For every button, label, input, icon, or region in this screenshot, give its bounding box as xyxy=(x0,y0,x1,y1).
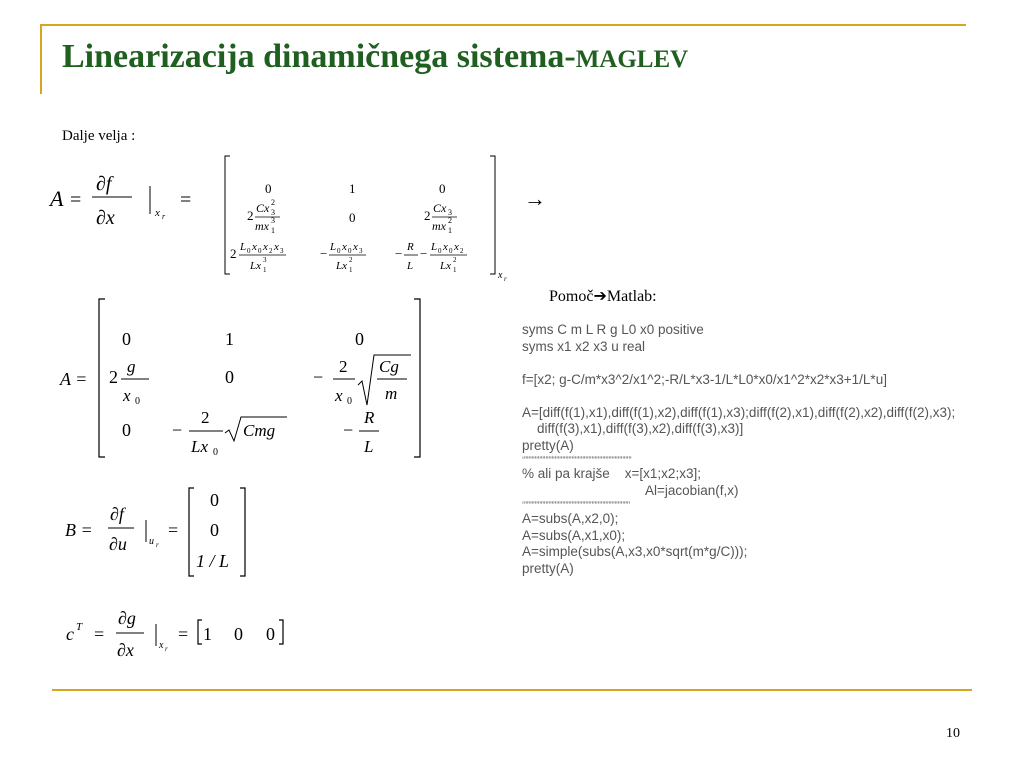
code-line: A=subs(A,x1,x0); xyxy=(522,527,626,543)
help-arrow-icon: ➔ xyxy=(593,288,607,305)
svg-text:2: 2 xyxy=(269,247,273,255)
mat-b-partial-f: ∂f xyxy=(110,504,124,524)
matrix-a-equation xyxy=(55,295,435,465)
vec-c-e3: 0 xyxy=(266,624,275,644)
svg-text:3: 3 xyxy=(448,208,452,217)
svg-text:3: 3 xyxy=(271,216,275,225)
svg-text:0: 0 xyxy=(348,247,352,255)
top-rule xyxy=(40,24,966,26)
svg-text:x: x xyxy=(263,241,268,253)
mat-a-r2c3-sign: − xyxy=(313,367,324,387)
arrow-right-icon: → xyxy=(524,186,546,211)
title-suffix: MAGLEV xyxy=(575,46,689,73)
help-text: Pomoč xyxy=(549,288,594,305)
svg-text:0: 0 xyxy=(337,247,341,255)
code-line: syms x1 x2 x3 u real xyxy=(522,338,646,354)
svg-text:L: L xyxy=(240,241,247,253)
svg-text:0: 0 xyxy=(438,247,442,255)
mat-a-r3c2-num: 2 xyxy=(201,408,210,427)
svg-text:x: x xyxy=(498,270,503,281)
intro-text: Dalje velja : xyxy=(62,128,136,144)
svg-text:2: 2 xyxy=(453,256,457,264)
jac-eval-x: x xyxy=(155,207,160,219)
svg-text:L: L xyxy=(431,241,438,253)
mat-b-r2: 0 xyxy=(210,520,219,540)
mat-b-lhs: B = xyxy=(65,520,93,540)
svg-text:Lx: Lx xyxy=(336,260,347,272)
code-line xyxy=(522,388,1017,405)
code-separator: ‘’’’’’’’’’’’’’’’’’’’’’’’’’’’’’’’’’’’’’’’’’’’’’’’’’’’’’’’’’’’’’’’’’’’’’’ xyxy=(522,455,632,465)
svg-text:2: 2 xyxy=(349,256,353,264)
svg-text:3: 3 xyxy=(263,256,267,264)
svg-text:x: x xyxy=(454,241,459,253)
mat-a-r1c1: 0 xyxy=(122,329,131,349)
mat-a-r2c1-den: x xyxy=(123,386,131,405)
vector-c-equation xyxy=(60,600,300,670)
mat-b-r3: 1 / L xyxy=(196,551,230,571)
mat-a-r2c3-sqrt-den: m xyxy=(385,384,398,403)
code-line: % ali pa krajše x=[x1;x2;x3]; xyxy=(522,466,701,481)
mat-a-r2c2: 0 xyxy=(225,367,234,387)
mat-a-r3c3-den: L xyxy=(364,437,374,456)
mat-a-r3c2-den: Lx xyxy=(191,437,208,456)
svg-text:R: R xyxy=(407,241,414,253)
jacobian-a-equation xyxy=(40,150,560,290)
code-separator: ‘’’’’’’’’’’’’’’’’’’’’’’’’’’’’’’’’’’’’’’’’’’’’’’’’’’’’’’’’’’’’’’’’’’’’’ xyxy=(522,500,630,510)
mat-a-r3c2-sqrt: Cmg xyxy=(243,421,276,440)
svg-text:Cx: Cx xyxy=(433,201,447,215)
mat-a-r2c1-coef: 2 xyxy=(109,367,118,387)
left-rule xyxy=(40,24,42,94)
code-line: Al=jacobian(f,x) xyxy=(522,482,739,498)
svg-text:−: − xyxy=(395,246,403,261)
vec-c-partial-g: ∂g xyxy=(118,608,136,628)
jac-r1c2: 1 xyxy=(349,181,356,196)
jac-partial-f: ∂f xyxy=(96,173,112,195)
svg-text:x: x xyxy=(353,241,358,253)
code-line: A=subs(A,x2,0); xyxy=(522,511,619,526)
vec-c-partial-x: ∂x xyxy=(117,640,134,660)
svg-text:2: 2 xyxy=(271,198,275,207)
mat-a-sub0-a: 0 xyxy=(135,396,140,407)
mat-a-sub0-c: 0 xyxy=(213,447,218,458)
svg-text:x: x xyxy=(342,241,347,253)
help-target: Matlab: xyxy=(606,288,657,305)
mat-a-r3c1: 0 xyxy=(122,420,131,440)
vec-c-eq1: = xyxy=(94,624,105,644)
code-line: pretty(A) xyxy=(522,560,574,576)
svg-text:0: 0 xyxy=(449,247,453,255)
mat-b-r1: 0 xyxy=(210,490,219,510)
svg-text:0: 0 xyxy=(247,247,251,255)
mat-a-r2c3-den: x xyxy=(335,386,343,405)
svg-text:3: 3 xyxy=(280,247,284,255)
mat-a-r3c3-sign: − xyxy=(343,420,354,440)
vec-c-eval-sub: r xyxy=(165,645,168,653)
svg-text:r: r xyxy=(504,275,507,283)
mat-a-lhs: A = xyxy=(60,369,88,389)
mat-b-eval-u: u xyxy=(149,536,154,547)
code-line: pretty(A) xyxy=(522,437,574,453)
mat-a-r2c1-num: g xyxy=(127,357,136,376)
svg-text:1: 1 xyxy=(453,266,457,274)
vec-c-e1: 1 xyxy=(203,624,212,644)
svg-text:Cx: Cx xyxy=(256,201,270,215)
svg-text:2: 2 xyxy=(424,208,431,223)
jac-partial-x: ∂x xyxy=(96,207,115,229)
svg-text:x: x xyxy=(443,241,448,253)
svg-text:2: 2 xyxy=(448,216,452,225)
mat-a-r1c3: 0 xyxy=(355,329,364,349)
mat-a-r3c3-num: R xyxy=(364,408,375,427)
matrix-b-equation xyxy=(60,482,260,582)
jac-eq1: = xyxy=(70,189,82,211)
mat-a-sub0-b: 0 xyxy=(347,396,352,407)
vec-c-e2: 0 xyxy=(234,624,243,644)
mat-b-eval-sub: r xyxy=(156,541,159,549)
jac-eval-sub: r xyxy=(162,212,166,221)
bottom-rule xyxy=(52,689,972,691)
svg-text:L: L xyxy=(330,241,337,253)
svg-text:x: x xyxy=(252,241,257,253)
jac-r2c2: 0 xyxy=(349,210,356,225)
mat-a-r2c3-sqrt-num: Cg xyxy=(379,357,399,376)
svg-text:2: 2 xyxy=(230,246,237,261)
vec-c-eq2: = xyxy=(178,624,189,644)
svg-text:0: 0 xyxy=(258,247,262,255)
vec-c-eval-x: x xyxy=(159,640,164,651)
svg-text:L: L xyxy=(407,260,414,272)
vec-c-sup: T xyxy=(76,621,83,633)
code-line: A=simple(subs(A,x3,x0*sqrt(m*g/C))); xyxy=(522,544,748,559)
help-label xyxy=(549,286,657,306)
svg-text:1: 1 xyxy=(448,226,452,235)
svg-text:Lx: Lx xyxy=(440,260,451,272)
svg-text:2: 2 xyxy=(460,247,464,255)
code-line: diff(f(3),x1),diff(f(3),x2),diff(f(3),x3)] xyxy=(522,421,744,436)
svg-text:1: 1 xyxy=(349,266,353,274)
svg-text:x: x xyxy=(274,241,279,253)
mat-a-r1c2: 1 xyxy=(225,329,234,349)
mat-a-r3c2-sign: − xyxy=(172,420,183,440)
code-line xyxy=(522,355,1017,372)
matlab-code-block xyxy=(522,322,1017,577)
page-number: 10 xyxy=(946,726,960,741)
mat-a-r2c3-num: 2 xyxy=(339,357,348,376)
code-line: A=[diff(f(1),x1),diff(f(1),x2),diff(f(1),x3);diff(f(2),x1),diff(f(2),x2),diff(f(2),x3); xyxy=(522,404,956,420)
jac-eq2: = xyxy=(180,189,192,211)
svg-text:mx: mx xyxy=(255,219,269,233)
jac-r1c1: 0 xyxy=(265,181,272,196)
svg-text:−: − xyxy=(320,246,328,261)
svg-text:−: − xyxy=(420,246,428,261)
jac-r1c3: 0 xyxy=(439,181,446,196)
svg-text:Lx: Lx xyxy=(250,260,261,272)
vec-c-lhs: c xyxy=(66,624,74,644)
svg-text:2: 2 xyxy=(247,208,254,223)
jac-lhs: A xyxy=(50,186,64,211)
svg-text:1: 1 xyxy=(271,226,275,235)
slide-title xyxy=(62,38,688,76)
svg-text:3: 3 xyxy=(271,208,275,217)
svg-text:1: 1 xyxy=(263,266,267,274)
title-main: Linearizacija dinamičnega sistema- xyxy=(62,38,576,75)
code-line: f=[x2; g-C/m*x3^2/x1^2;-R/L*x3-1/L*L0*x0/x1^2*x2*x3+1/L*u] xyxy=(522,371,887,387)
svg-text:3: 3 xyxy=(359,247,363,255)
mat-b-partial-u: ∂u xyxy=(109,534,127,554)
mat-b-equals: = xyxy=(168,520,179,540)
code-line: syms C m L R g L0 x0 positive xyxy=(522,322,704,337)
svg-text:mx: mx xyxy=(432,219,446,233)
